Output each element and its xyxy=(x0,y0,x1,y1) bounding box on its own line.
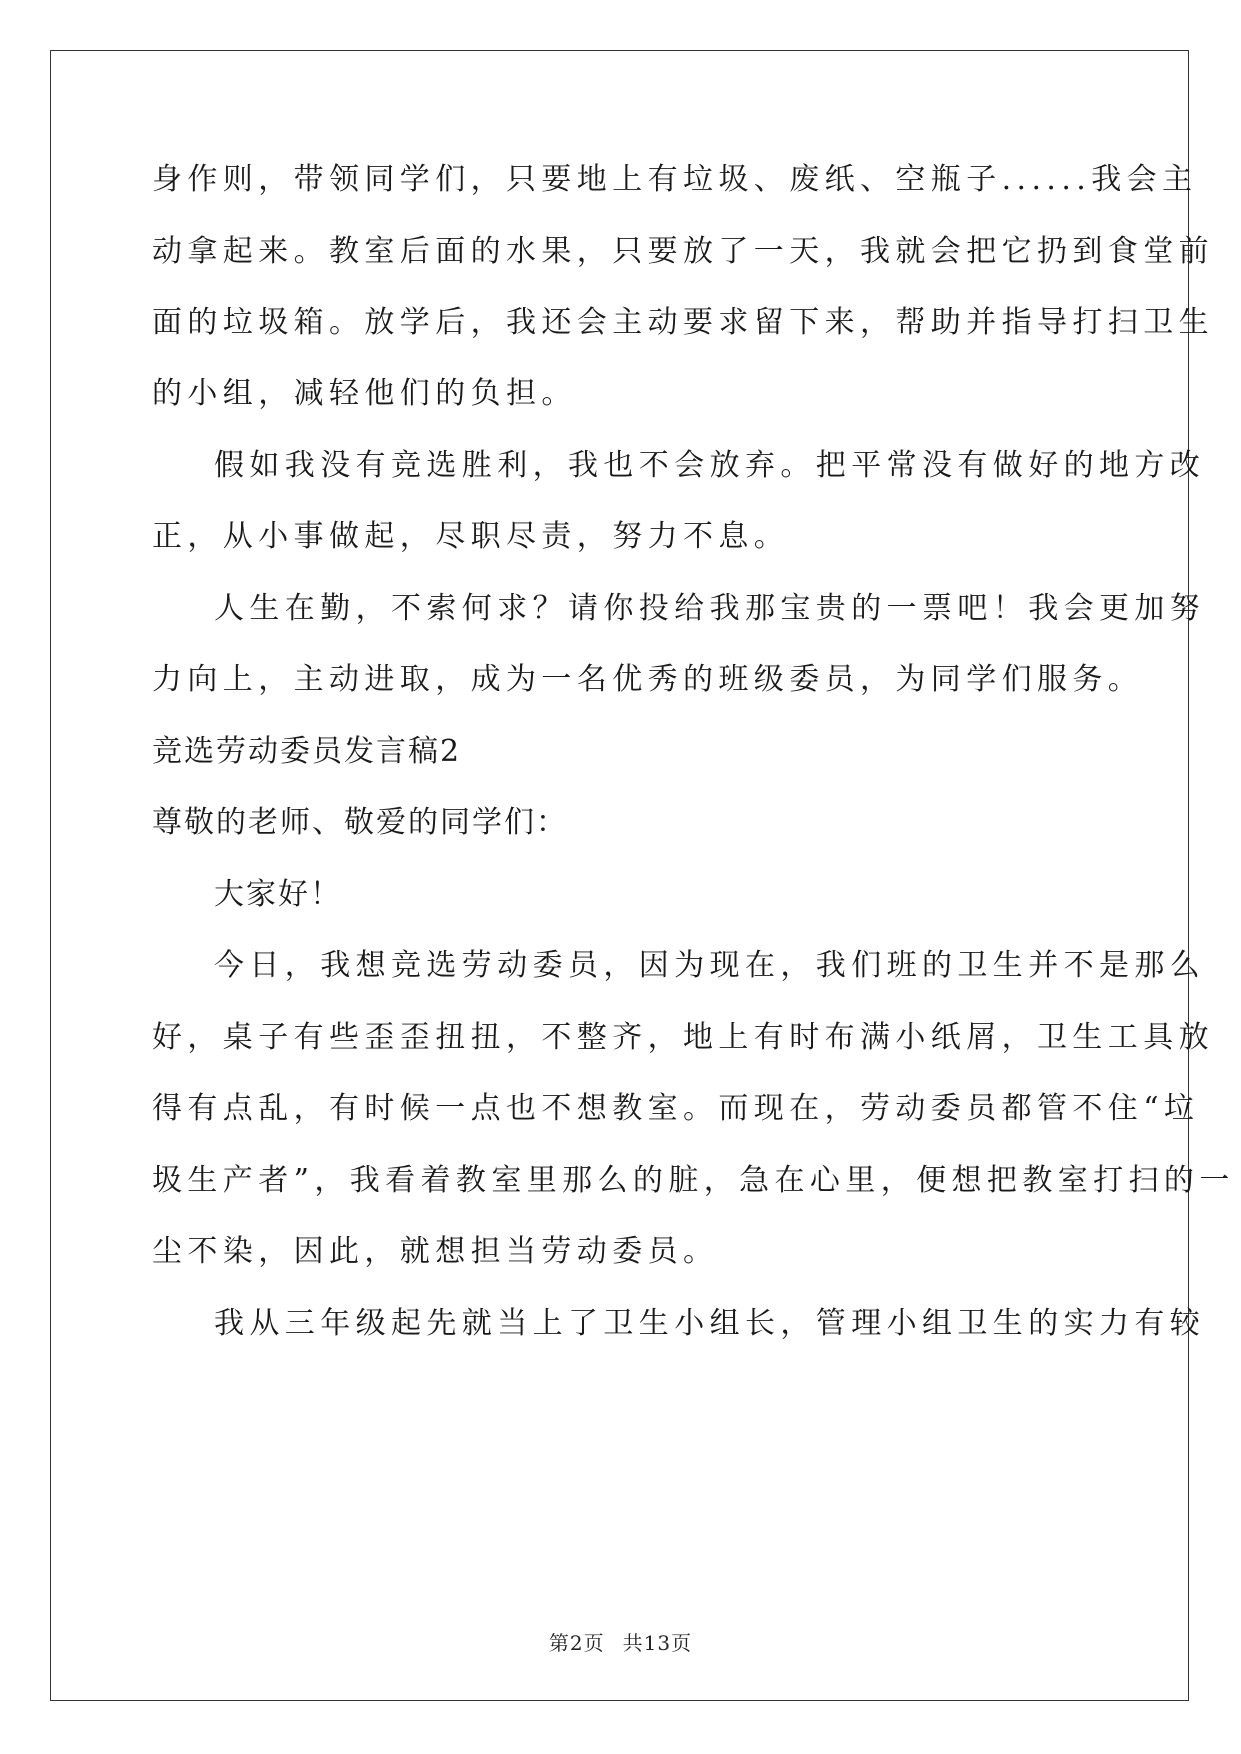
text-line: 得有点乱，有时候一点也不想教室。而现在，劳动委员都管不住“垃 xyxy=(152,1091,1200,1126)
text-line: 力向上，主动进取，成为一名优秀的班级委员，为同学们服务。 xyxy=(152,662,1144,697)
text-line: 圾生产者”，我看着教室里那么的脏，急在心里，便想把教室打扫的一 xyxy=(152,1163,1235,1198)
text-line: 正，从小事做起，尽职尽责，努力不息。 xyxy=(152,519,790,554)
text-line: 好，桌子有些歪歪扭扭，不整齐，地上有时布满小纸屑，卫生工具放 xyxy=(152,1020,1214,1055)
paragraph-start: 假如我没有竞选胜利，我也不会放弃。把平常没有做好的地方改 xyxy=(214,448,1206,483)
text-line: 尘不染，因此，就想担当劳动委员。 xyxy=(152,1234,719,1269)
paragraph-start: 我从三年级起先就当上了卫生小组长，管理小组卫生的实力有较 xyxy=(214,1306,1206,1341)
paragraph-start: 今日，我想竞选劳动委员，因为现在，我们班的卫生并不是那么 xyxy=(214,948,1206,983)
page-total: 共13页 xyxy=(622,1631,693,1655)
text-line: 面的垃圾箱。放学后，我还会主动要求留下来，帮助并指导打扫卫生 xyxy=(152,305,1214,340)
section-heading: 竞选劳动委员发言稿2 xyxy=(152,734,462,769)
page-number: 第2页 xyxy=(548,1631,605,1655)
salutation: 尊敬的老师、敬爱的同学们： xyxy=(152,805,568,840)
text-line: 的小组，减轻他们的负担。 xyxy=(152,376,577,411)
page-footer xyxy=(0,1630,1241,1656)
text-line: 动拿起来。教室后面的水果，只要放了一天，我就会把它扔到食堂前 xyxy=(152,234,1214,269)
paragraph-start: 人生在勤，不索何求？请你投给我那宝贵的一票吧！我会更加努 xyxy=(214,591,1206,626)
greeting: 大家好！ xyxy=(214,877,342,912)
text-line: 身作则，带领同学们，只要地上有垃圾、废纸、空瓶子......我会主 xyxy=(152,162,1198,197)
